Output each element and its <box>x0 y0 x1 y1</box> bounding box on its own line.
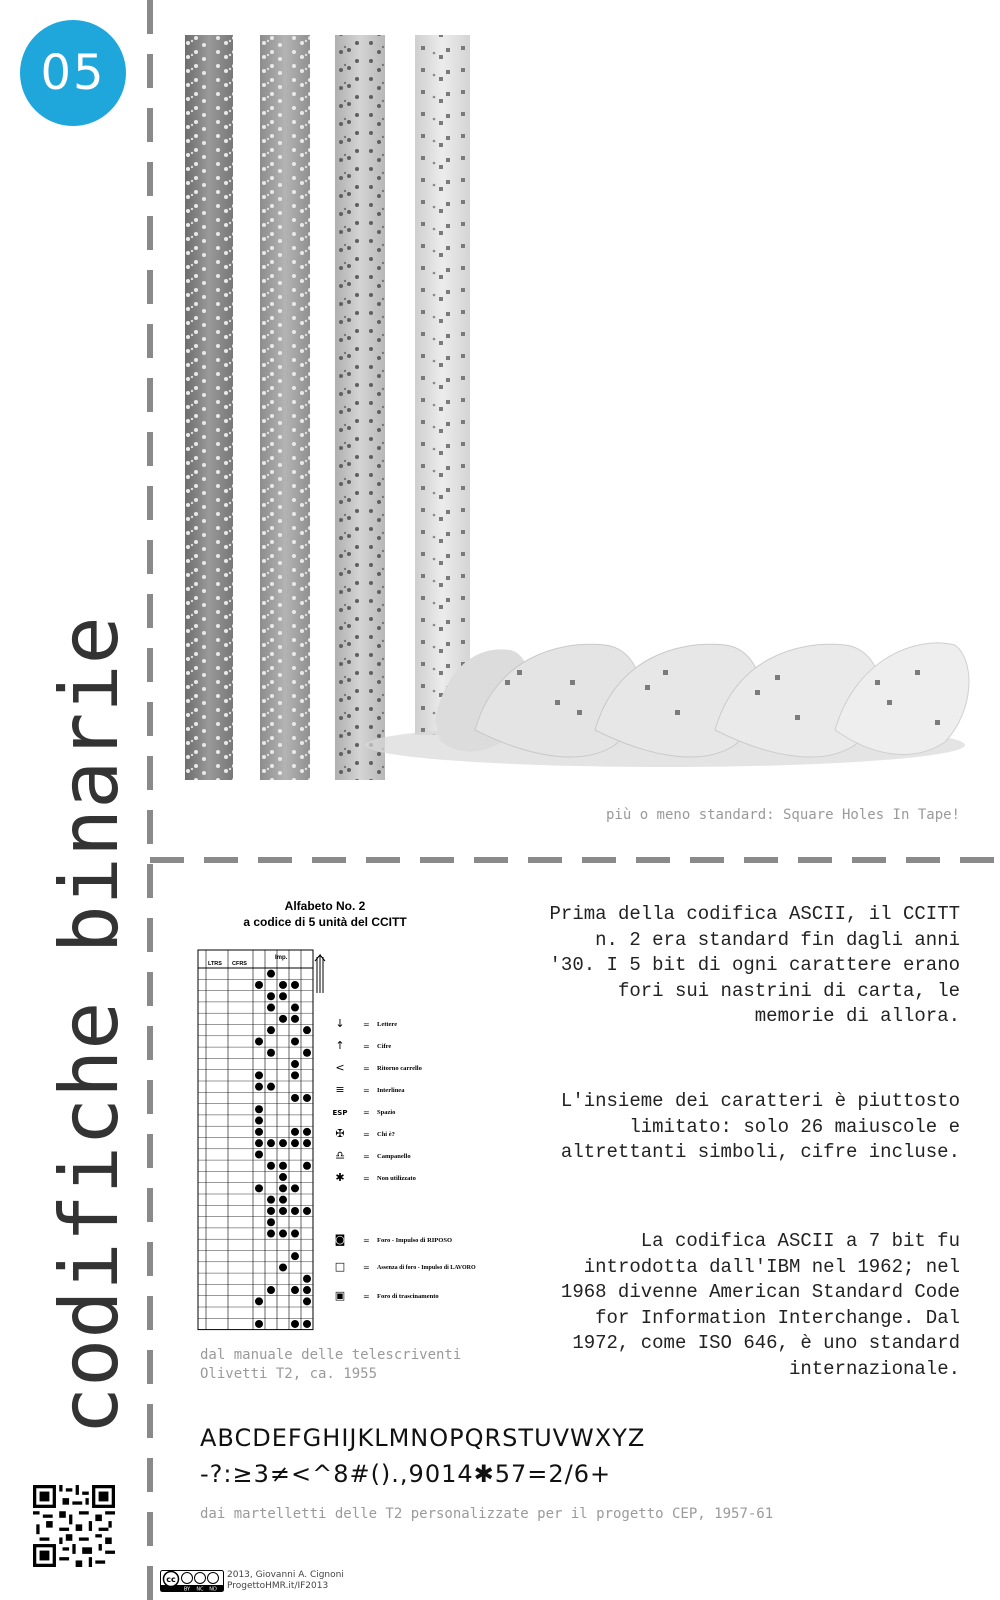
svg-text:=: = <box>363 1152 370 1161</box>
svg-text:✠: ✠ <box>335 1127 345 1140</box>
font-sample-symbols: -?:≥3≠<^8#().,9014✱57=2/6+ <box>200 1460 612 1488</box>
svg-text:↓: ↓ <box>335 1017 345 1030</box>
svg-text:Non utilizzato: Non utilizzato <box>377 1175 416 1182</box>
vertical-dashed-divider <box>147 0 153 1600</box>
svg-text:◙: ◙ <box>334 1233 346 1246</box>
font-sample-letters: ABCDEFGHIJKLMNOPQRSTUVWXYZ <box>200 1424 646 1452</box>
credits: 2013, Giovanni A. Cignoni ProgettoHMR.it/IF2013 <box>227 1570 344 1591</box>
header-imp: Imp. <box>275 955 288 961</box>
paper-tape-photo <box>175 20 980 800</box>
svg-text:=: = <box>363 1020 370 1029</box>
cc-nd-label: ND <box>209 1586 217 1592</box>
svg-text:Ritorno carrello: Ritorno carrello <box>377 1065 422 1072</box>
svg-text:cc: cc <box>166 1575 176 1584</box>
svg-text:=: = <box>363 1042 370 1051</box>
photo-caption: più o meno standard: Square Holes In Tape! <box>605 807 960 823</box>
svg-text:=: = <box>363 1064 370 1073</box>
svg-text:Interlinea: Interlinea <box>377 1087 405 1094</box>
section-number: 05 <box>40 45 106 101</box>
svg-text:<: < <box>335 1061 345 1074</box>
tape-direction-arrow <box>315 955 325 993</box>
paragraph-ccitt: Prima della codifica ASCII, il CCITT n. 2 era standard fin dagli anni '30. I 5 bit di ogni carattere erano fori sui nastrini di carta, le memorie di allora. <box>549 903 960 1027</box>
chart-legend <box>333 1017 476 1302</box>
svg-text:Campanello: Campanello <box>377 1153 411 1160</box>
svg-text:=: = <box>363 1263 370 1272</box>
chart-title: Alfabeto No. 2 a codice di 5 unità del CCITT <box>243 899 407 929</box>
svg-text:=: = <box>363 1174 370 1183</box>
svg-text:Chi è?: Chi è? <box>377 1131 395 1138</box>
qr-code[interactable] <box>33 1485 115 1567</box>
svg-text:=: = <box>363 1108 370 1117</box>
credits-link[interactable]: ProgettoHMR.it/IF2013 <box>227 1581 329 1591</box>
svg-text:=: = <box>363 1086 370 1095</box>
svg-text:=: = <box>363 1292 370 1301</box>
svg-text:□: □ <box>334 1260 346 1273</box>
svg-text:≡: ≡ <box>335 1083 345 1096</box>
cc-nc-label: NC <box>196 1586 204 1592</box>
svg-text:Foro di trascinamento: Foro di trascinamento <box>377 1293 439 1300</box>
svg-text:ESP: ESP <box>332 1109 348 1117</box>
svg-text:♎: ♎ <box>335 1149 345 1162</box>
header-ltrs: LTRS <box>208 961 222 967</box>
svg-text:Foro - Impulso di RIPOSO: Foro - Impulso di RIPOSO <box>377 1237 453 1244</box>
svg-text:▣: ▣ <box>334 1289 346 1302</box>
header-cfrs: CFRS <box>232 961 247 967</box>
svg-text:✱: ✱ <box>335 1171 345 1184</box>
svg-text:Assenza di foro - Impulso di L: Assenza di foro - Impulso di LAVORO <box>377 1265 476 1271</box>
svg-text:Spazio: Spazio <box>377 1109 396 1116</box>
svg-text:Cifre: Cifre <box>377 1043 392 1050</box>
chart-caption: dal manuale delle telescriventi Olivetti T2, ca. 1955 <box>200 1347 462 1382</box>
page-title: codifiche binarie <box>43 616 136 1435</box>
paragraph-ascii: La codifica ASCII a 7 bit fu introdotta dall'IBM nel 1962; nel 1968 divenne American Standard Code for Information Interchange. Dal 1972, come ISO 646, è uno standard internazionale. <box>560 1230 960 1380</box>
cc-by-label: BY <box>183 1586 191 1592</box>
font-sample-caption: dai martelletti delle T2 personalizzate per il progetto CEP, 1957-61 <box>200 1506 774 1522</box>
ccitt-code-chart <box>195 895 495 1335</box>
svg-text:=: = <box>363 1130 370 1139</box>
svg-text:=: = <box>363 1236 370 1245</box>
horizontal-dashed-divider <box>150 857 1000 863</box>
paragraph-charset: L'insieme dei caratteri è piuttosto limitato: solo 26 maiuscole e altrettanti simboli, cifre incluse. <box>560 1090 960 1163</box>
cc-license-badge[interactable] <box>160 1570 224 1592</box>
section-number-badge <box>20 20 126 126</box>
svg-text:↑: ↑ <box>335 1039 345 1052</box>
code-table <box>198 950 313 1330</box>
svg-text:Lettere: Lettere <box>377 1021 398 1028</box>
